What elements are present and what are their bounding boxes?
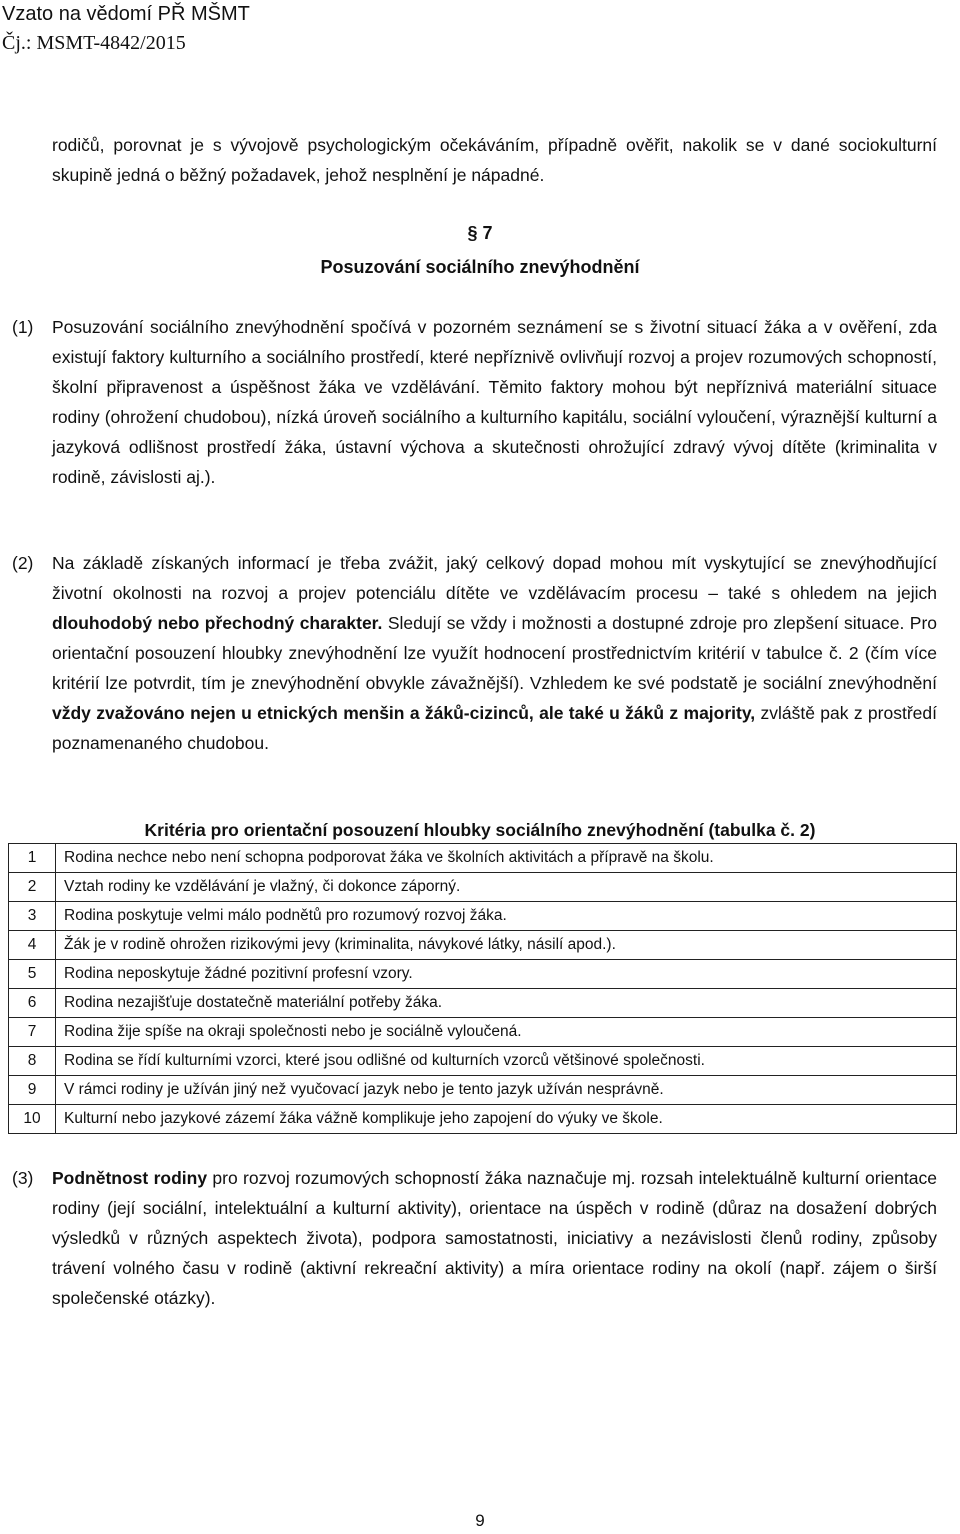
- paragraph-2-text: [52, 548, 937, 758]
- table-row: [9, 1105, 957, 1134]
- table-row-number: 3: [9, 902, 56, 931]
- table-row-criterion: Rodina žije spíše na okraji společnosti nebo je sociálně vyloučená.: [56, 1018, 957, 1047]
- paragraph-2-number: (2): [12, 553, 34, 573]
- table-row-criterion: Kulturní nebo jazykové zázemí žáka vážně komplikuje jeho zapojení do výuky ve škole.: [56, 1105, 957, 1134]
- page-number: 9: [475, 1511, 485, 1530]
- paragraph-2-text-part2: Sledují se vždy i možnosti a dostupné zdroje pro zlepšení situace. Pro orientační posouzení hloubky znevýhodnění lze využít hodnocení prostřednictvím kritérií v tabulce č. 2 (čím více kritérií lze potvrdit, tím je znevýhodnění obvykle závažnější). Vzhledem ke své podstatě je sociální znevýhodnění: [52, 613, 938, 693]
- header-reference-number: Čj.: MSMT-4842/2015: [2, 32, 186, 54]
- table-row-criterion: Rodina poskytuje velmi málo podnětů pro rozumový rozvoj žáka.: [56, 902, 957, 931]
- paragraph-1-number: (1): [12, 317, 34, 337]
- table-row-criterion: Vztah rodiny ke vzdělávání je vlažný, či dokonce záporný.: [56, 873, 957, 902]
- paragraph-3-number: (3): [12, 1168, 34, 1188]
- paragraph-3-text: [52, 1163, 937, 1313]
- table-row: [9, 844, 957, 873]
- table-row-criterion: Rodina nechce nebo není schopna podporovat žáka ve školních aktivitách a přípravě na školu.: [56, 844, 957, 873]
- section-title: Posuzování sociálního znevýhodnění: [320, 257, 640, 277]
- paragraph-1: [12, 312, 937, 492]
- paragraph-2: [12, 548, 937, 758]
- table-row: [9, 989, 957, 1018]
- table-row: [9, 1018, 957, 1047]
- paragraph-2-bold-part2: vždy zvažováno nejen u etnických menšin a žáků-cizinců, ale také u žáků z majority,: [52, 703, 756, 723]
- paragraph-1-text: Posuzování sociálního znevýhodnění spočívá v pozorném seznámení se s životní situací žáka a v ověření, zda existují faktory kulturního a sociálního prostředí, které nepříznivě ovlivňují rozvoj a projev rozumových schopností, školní připravenost a úspěšnost žáka ve vzdělávání. Těmito faktory mohou být nepříznivá materiální situace rodiny (ohrožení chudobou), nízká úroveň sociálního a kulturního kapitálu, sociální vyloučení, výraznější kulturní a jazyková odlišnost prostředí žáka, ústavní výchova a skutečnosti ohrožující zdravý vývoj dítěte (kriminalita v rodině, závislosti aj.).: [52, 317, 937, 487]
- table-row-criterion: V rámci rodiny je užíván jiný než vyučovací jazyk nebo je tento jazyk užíván nesprávně.: [56, 1076, 957, 1105]
- table-row-number: 8: [9, 1047, 56, 1076]
- table-row-number: 6: [9, 989, 56, 1018]
- table-row-number: 4: [9, 931, 56, 960]
- table-row: [9, 1076, 957, 1105]
- table-row: [9, 902, 957, 931]
- table-row-criterion: Rodina neposkytuje žádné pozitivní profesní vzory.: [56, 960, 957, 989]
- table-row-criterion: Rodina se řídí kulturními vzorci, které jsou odlišné od kulturních vzorců většinové společnosti.: [56, 1047, 957, 1076]
- intro-paragraph: rodičů, porovnat je s vývojově psychologickým očekáváním, případně ověřit, nakolik se v dané sociokulturní skupině jedná o běžný požadavek, jehož nesplnění je nápadné.: [52, 135, 937, 185]
- paragraph-2-bold-part1: dlouhodobý nebo přechodný charakter.: [52, 613, 383, 633]
- table-row-number: 10: [9, 1105, 56, 1134]
- table-row-number: 7: [9, 1018, 56, 1047]
- table-row-number: 9: [9, 1076, 56, 1105]
- paragraph-3: [12, 1163, 937, 1313]
- header-approval-note: Vzato na vědomí PŘ MŠMT: [2, 3, 250, 25]
- paragraph-2-text-part3: zvláště pak z prostředí poznamenaného chudobou.: [52, 703, 937, 753]
- table-row: [9, 960, 957, 989]
- table-row: [9, 873, 957, 902]
- table-row-number: 1: [9, 844, 56, 873]
- table-caption: Kritéria pro orientační posouzení hloubky sociálního znevýhodnění (tabulka č. 2): [144, 820, 816, 840]
- paragraph-3-bold-part1: Podnětnost rodiny: [52, 1168, 208, 1188]
- table-row-number: 5: [9, 960, 56, 989]
- table-row: [9, 1047, 957, 1076]
- section-number: § 7: [467, 223, 493, 243]
- table-row-criterion: Rodina nezajišťuje dostatečně materiální potřeby žáka.: [56, 989, 957, 1018]
- table-row-number: 2: [9, 873, 56, 902]
- paragraph-2-text-part1: Na základě získaných informací je třeba zvážit, jaký celkový dopad mohou mít vyskytující se znevýhodňující životní okolnosti na rozvoj a projev potenciálu dítěte ve vzdělávacím procesu – také s ohledem na jejich: [52, 553, 937, 603]
- paragraph-3-text-part1: pro rozvoj rozumových schopností žáka naznačuje mj. rozsah intelektuálně kulturní orientace rodiny (její sociální, intelektuální a kulturní aktivity), orientace na úspěch v rodině (důraz na dosažení dobrých výsledků v různých aspektech života), podpora samostatnosti, iniciativy a nezávislosti členů rodiny, způsoby trávení volného času v rodině (aktivní rekreační aktivity) a míra orientace rodiny na okolí (např. zájem o širší společenské otázky).: [52, 1168, 937, 1308]
- table-row-criterion: Žák je v rodině ohrožen rizikovými jevy (kriminalita, návykové látky, násilí apod.).: [56, 931, 957, 960]
- criteria-table: [8, 843, 957, 1134]
- table-row: [9, 931, 957, 960]
